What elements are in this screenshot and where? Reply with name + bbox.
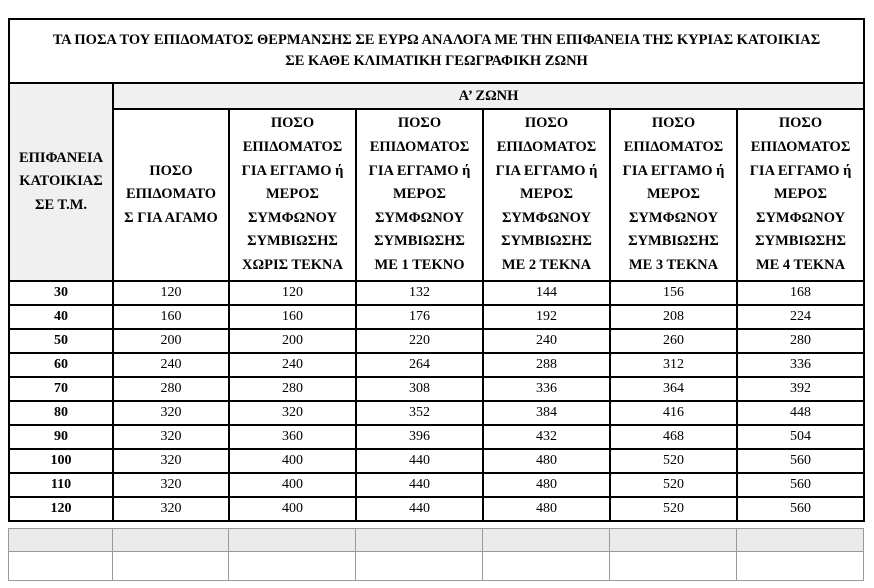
- table-row: [9, 425, 864, 449]
- header-line: ΧΩΡΙΣ ΤΕΚΝΑ: [242, 256, 343, 273]
- header-married-no-children: [229, 109, 356, 281]
- header-area: [9, 83, 113, 281]
- area-cell: 120: [9, 497, 113, 521]
- empty-cell: [113, 529, 229, 552]
- empty-rows-table: [8, 528, 864, 581]
- amount-cell: 240: [113, 353, 229, 377]
- amount-cell: 308: [356, 377, 483, 401]
- area-cell: 80: [9, 401, 113, 425]
- table-row: [9, 401, 864, 425]
- header-line: ΓΙΑ ΕΓΓΑΜΟ ή: [368, 162, 471, 179]
- header-line: ΓΙΑ ΕΓΓΑΜΟ ή: [749, 162, 852, 179]
- table-row: [9, 353, 864, 377]
- area-cell: 40: [9, 305, 113, 329]
- amount-cell: 520: [610, 449, 737, 473]
- empty-cell: [737, 529, 864, 552]
- table-row: [9, 281, 864, 305]
- empty-cell: [610, 529, 737, 552]
- amount-cell: 288: [483, 353, 610, 377]
- header-line: ΠΟΣΟ: [397, 115, 442, 132]
- amount-cell: 480: [483, 449, 610, 473]
- amount-cell: 220: [356, 329, 483, 353]
- table-body: [9, 281, 864, 521]
- area-cell: 60: [9, 353, 113, 377]
- amount-cell: 432: [483, 425, 610, 449]
- empty-cell: [229, 552, 356, 581]
- area-cell: 70: [9, 377, 113, 401]
- header-line: ΜΕΡΟΣ: [393, 186, 446, 203]
- heating-allowance-table-container: [8, 18, 863, 581]
- header-area-line: ΚΑΤΟΙΚΙΑΣ: [19, 173, 103, 190]
- header-line: ΣΥΜΒΙΩΣΗΣ: [628, 233, 719, 250]
- empty-row: [9, 552, 864, 581]
- header-married-3-children: [610, 109, 737, 281]
- amount-cell: 560: [737, 449, 864, 473]
- header-line: ΕΠΙΔΟΜΑΤΟΣ: [750, 139, 851, 156]
- header-line: ΕΠΙΔΟΜΑΤΟ: [125, 186, 217, 203]
- header-line: ΜΕΡΟΣ: [266, 186, 319, 203]
- amount-cell: 440: [356, 497, 483, 521]
- header-area-line: ΕΠΙΦΑΝΕΙΑ: [18, 149, 104, 166]
- amount-cell: 176: [356, 305, 483, 329]
- header-line: ΜΕ 2 ΤΕΚΝΑ: [501, 256, 592, 273]
- empty-cell: [9, 529, 113, 552]
- header-line: ΜΕΡΟΣ: [774, 186, 828, 203]
- amount-cell: 320: [113, 401, 229, 425]
- amount-cell: 480: [483, 473, 610, 497]
- table-title-line-2: ΣΕ ΚΑΘΕ ΚΛΙΜΑΤΙΚΗ ΓΕΩΓΡΑΦΙΚΗ ΖΩΝΗ: [285, 53, 588, 69]
- amount-cell: 168: [737, 281, 864, 305]
- amount-cell: 320: [229, 401, 356, 425]
- header-line: ΕΠΙΔΟΜΑΤΟΣ: [623, 139, 724, 156]
- amount-cell: 440: [356, 449, 483, 473]
- amount-cell: 200: [229, 329, 356, 353]
- header-line: ΠΟΣΟ: [778, 115, 823, 132]
- area-cell: 30: [9, 281, 113, 305]
- header-line: ΜΕ 3 ΤΕΚΝΑ: [628, 256, 719, 273]
- amount-cell: 200: [113, 329, 229, 353]
- amount-cell: 520: [610, 473, 737, 497]
- header-married-2-children: [483, 109, 610, 281]
- amount-cell: 468: [610, 425, 737, 449]
- amount-cell: 352: [356, 401, 483, 425]
- area-cell: 110: [9, 473, 113, 497]
- header-line: ΣΥΜΦΩΝΟΥ: [374, 209, 465, 226]
- amount-cell: 392: [737, 377, 864, 401]
- empty-cell: [9, 552, 113, 581]
- header-married-1-child: [356, 109, 483, 281]
- header-line: ΕΠΙΔΟΜΑΤΟΣ: [369, 139, 470, 156]
- table-row: [9, 377, 864, 401]
- empty-cell: [483, 529, 610, 552]
- amount-cell: 504: [737, 425, 864, 449]
- amount-cell: 280: [737, 329, 864, 353]
- amount-cell: 416: [610, 401, 737, 425]
- amount-cell: 144: [483, 281, 610, 305]
- amount-cell: 312: [610, 353, 737, 377]
- empty-cell: [610, 552, 737, 581]
- amount-cell: 120: [113, 281, 229, 305]
- amount-cell: 160: [113, 305, 229, 329]
- header-line: ΓΙΑ ΕΓΓΑΜΟ ή: [241, 162, 344, 179]
- header-line: ΣΥΜΒΙΩΣΗΣ: [755, 233, 846, 250]
- header-line: ΣΥΜΦΩΝΟΥ: [247, 209, 338, 226]
- amount-cell: 224: [737, 305, 864, 329]
- amount-cell: 400: [229, 449, 356, 473]
- table-title-line-1: ΤΑ ΠΟΣΑ ΤΟΥ ΕΠΙΔΟΜΑΤΟΣ ΘΕΡΜΑΝΣΗΣ ΣΕ ΕΥΡΩ ΑΝΑΛΟΓΑ ΜΕ ΤΗΝ ΕΠΙΦΑΝΕΙΑ ΤΗΣ ΚΥΡΙΑΣ ΚΑΤΟΙΚΙΑΣ: [52, 32, 821, 48]
- header-line: ΜΕ 1 ΤΕΚΝΟ: [374, 256, 465, 273]
- table-row: [9, 497, 864, 521]
- amount-cell: 320: [113, 497, 229, 521]
- amount-cell: 396: [356, 425, 483, 449]
- amount-cell: 480: [483, 497, 610, 521]
- table-row: [9, 473, 864, 497]
- header-line: ΣΥΜΦΩΝΟΥ: [755, 209, 846, 226]
- header-area-line: ΣΕ Τ.Μ.: [34, 196, 88, 213]
- amount-cell: 192: [483, 305, 610, 329]
- amount-cell: 264: [356, 353, 483, 377]
- header-line: Σ ΓΙΑ ΑΓΑΜΟ: [124, 209, 218, 226]
- amount-cell: 120: [229, 281, 356, 305]
- header-line: ΠΟΣΟ: [524, 115, 569, 132]
- empty-cell: [356, 529, 483, 552]
- amount-cell: 520: [610, 497, 737, 521]
- header-line: ΓΙΑ ΕΓΓΑΜΟ ή: [495, 162, 598, 179]
- amount-cell: 320: [113, 449, 229, 473]
- amount-cell: 132: [356, 281, 483, 305]
- amount-cell: 400: [229, 473, 356, 497]
- amount-cell: 440: [356, 473, 483, 497]
- empty-cell: [113, 552, 229, 581]
- empty-cell: [356, 552, 483, 581]
- amount-cell: 260: [610, 329, 737, 353]
- table-row: [9, 305, 864, 329]
- amount-cell: 336: [483, 377, 610, 401]
- amount-cell: 156: [610, 281, 737, 305]
- amount-cell: 280: [113, 377, 229, 401]
- table-row: [9, 449, 864, 473]
- amount-cell: 448: [737, 401, 864, 425]
- header-line: ΕΠΙΔΟΜΑΤΟΣ: [242, 139, 343, 156]
- amount-cell: 240: [483, 329, 610, 353]
- table-title: [9, 19, 864, 83]
- header-line: ΜΕΡΟΣ: [520, 186, 573, 203]
- amount-cell: 336: [737, 353, 864, 377]
- header-line: ΠΟΣΟ: [651, 115, 696, 132]
- empty-row: [9, 529, 864, 552]
- header-line: ΜΕ 4 ΤΕΚΝΑ: [755, 256, 846, 273]
- heating-allowance-table: [8, 18, 865, 522]
- header-line: ΣΥΜΒΙΩΣΗΣ: [247, 233, 338, 250]
- empty-cell: [229, 529, 356, 552]
- amount-cell: 384: [483, 401, 610, 425]
- header-line: ΣΥΜΦΩΝΟΥ: [628, 209, 719, 226]
- header-line: ΠΟΣΟ: [270, 115, 315, 132]
- header-line: ΜΕΡΟΣ: [647, 186, 700, 203]
- amount-cell: 360: [229, 425, 356, 449]
- amount-cell: 160: [229, 305, 356, 329]
- header-unmarried: [113, 109, 229, 281]
- header-line: ΕΠΙΔΟΜΑΤΟΣ: [496, 139, 597, 156]
- amount-cell: 320: [113, 425, 229, 449]
- header-line: ΓΙΑ ΕΓΓΑΜΟ ή: [622, 162, 725, 179]
- amount-cell: 560: [737, 473, 864, 497]
- area-cell: 100: [9, 449, 113, 473]
- area-cell: 50: [9, 329, 113, 353]
- amount-cell: 560: [737, 497, 864, 521]
- amount-cell: 320: [113, 473, 229, 497]
- amount-cell: 280: [229, 377, 356, 401]
- empty-cell: [737, 552, 864, 581]
- header-line: ΣΥΜΦΩΝΟΥ: [501, 209, 592, 226]
- header-married-4-children: [737, 109, 864, 281]
- empty-cell: [483, 552, 610, 581]
- zone-header: Α’ ΖΩΝΗ: [113, 83, 864, 109]
- amount-cell: 240: [229, 353, 356, 377]
- table-row: [9, 329, 864, 353]
- header-line: ΠΟΣΟ: [149, 162, 193, 179]
- amount-cell: 364: [610, 377, 737, 401]
- header-line: ΣΥΜΒΙΩΣΗΣ: [501, 233, 592, 250]
- amount-cell: 400: [229, 497, 356, 521]
- area-cell: 90: [9, 425, 113, 449]
- amount-cell: 208: [610, 305, 737, 329]
- header-line: ΣΥΜΒΙΩΣΗΣ: [374, 233, 465, 250]
